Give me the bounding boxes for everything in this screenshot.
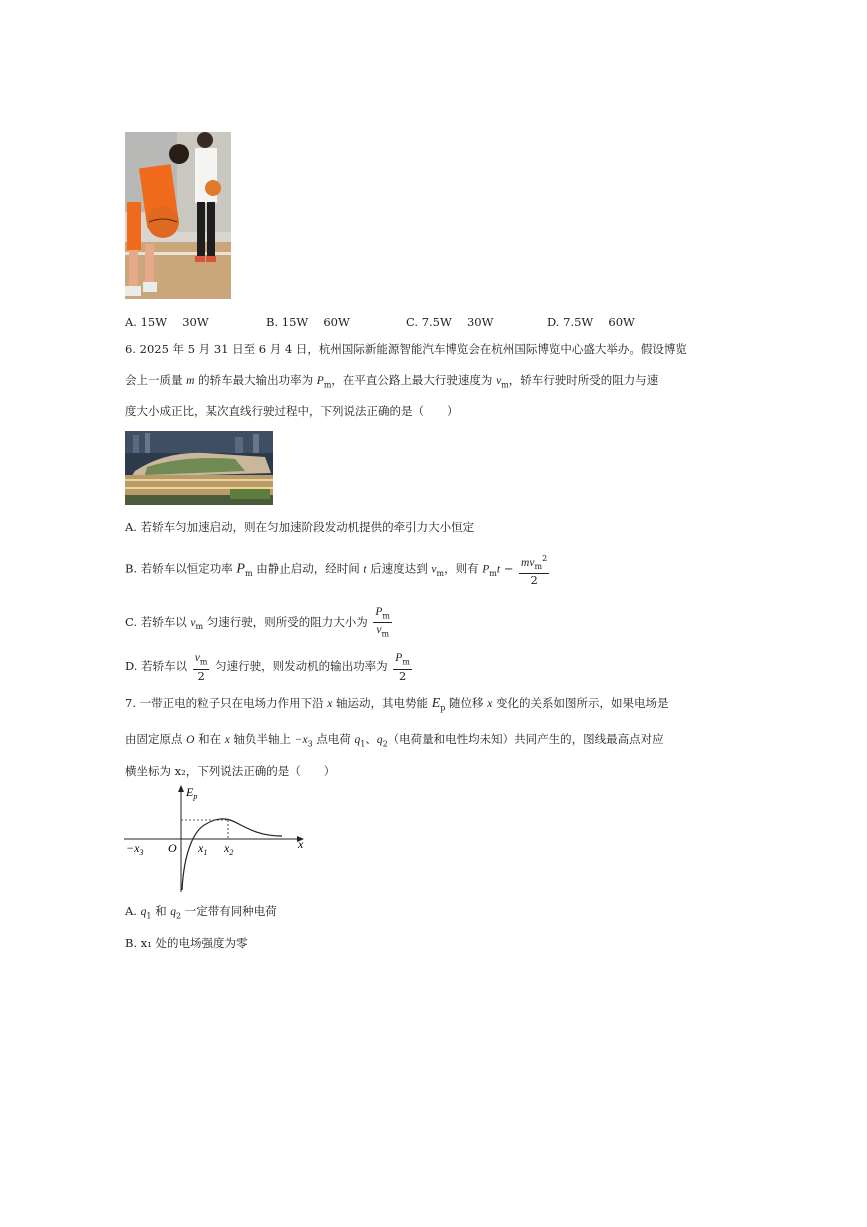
neg-x3-label: $-x_3$: [126, 841, 144, 857]
x2-label: $x_2$: [224, 841, 234, 857]
fraction-mv2-over-2: $\frac{mv_m^2}{2}$: [521, 554, 548, 588]
q5-option-c: C. 7.5W 30W: [406, 315, 494, 329]
fraction-vm-over-2: $\frac{v_m}{2}$: [194, 652, 208, 683]
q6-option-c: C. 若轿车以 $v_m$ 匀速行驶，则所受的阻力大小为 $\frac{P_m}{v_m}$: [125, 606, 390, 639]
q7-option-a: A. $q_1$ 和 $q_2$ 一定带有同种电荷: [125, 904, 277, 921]
ep-x-graph: [122, 782, 312, 894]
q6-option-a: A. 若轿车匀加速启动，则在匀加速阶段发动机提供的牵引力大小恒定: [125, 520, 475, 534]
basketball-photo: [125, 132, 231, 299]
q5-option-d: D. 7.5W 60W: [547, 315, 635, 329]
q7-stem-line-3: 横坐标为 x₂，下列说法正确的是（ ）: [125, 764, 336, 778]
q5-option-a: A. 15W 30W: [125, 315, 209, 329]
q6-option-d: D. 若轿车以 $\frac{v_m}{2}$ 匀速行驶，则发动机的输出功率为 $\frac{P_m}{2}$: [125, 652, 410, 683]
fraction-pm-over-vm: $\frac{P_m}{v_m}$: [375, 606, 390, 639]
fraction-pm-over-2: $\frac{P_m}{2}$: [395, 652, 410, 683]
x1-label: $x_1$: [198, 841, 208, 857]
q6-stem-line-2: 会上一质量 m 的轿车最大输出功率为 $P_m$，在平直公路上最大行驶速度为 $v_m$，轿车行驶时所受的阻力与速: [125, 373, 659, 390]
expo-center-photo: [125, 431, 273, 505]
q7-stem-line-2: 由固定原点 O 和在 x 轴负半轴上 $-x_3$ 点电荷 $q_1$、$q_2$（电荷量和电性均未知）共同产生的，图线最高点对应: [125, 732, 664, 749]
origin-label: O: [168, 841, 177, 855]
q6-stem-line-3: 度大小成正比，某次直线行驶过程中，下列说法正确的是（ ）: [125, 404, 459, 418]
q7-stem-line-1: 7. 一带正电的粒子只在电场力作用下沿 x 轴运动，其电势能 $E_p$ 随位移 x 变化的关系如图所示，如果电场是: [125, 696, 669, 713]
ep-axis-label: $E_p$: [186, 785, 198, 801]
q6-stem-line-1: 6. 2025 年 5 月 31 日至 6 月 4 日，杭州国际新能源智能汽车博览会在杭州国际博览中心盛大举办。假设博览: [125, 342, 687, 356]
q6-option-b: B. 若轿车以恒定功率 $P_m$ 由静止启动，经时间 t 后速度达到 $v_m$，则有 $P_mt$ − $\frac{mv_m^2}{2}$: [125, 554, 548, 588]
x-axis-label: x: [298, 837, 304, 851]
q7-option-b: B. x₁ 处的电场强度为零: [125, 936, 248, 950]
q5-option-b: B. 15W 60W: [266, 315, 350, 329]
